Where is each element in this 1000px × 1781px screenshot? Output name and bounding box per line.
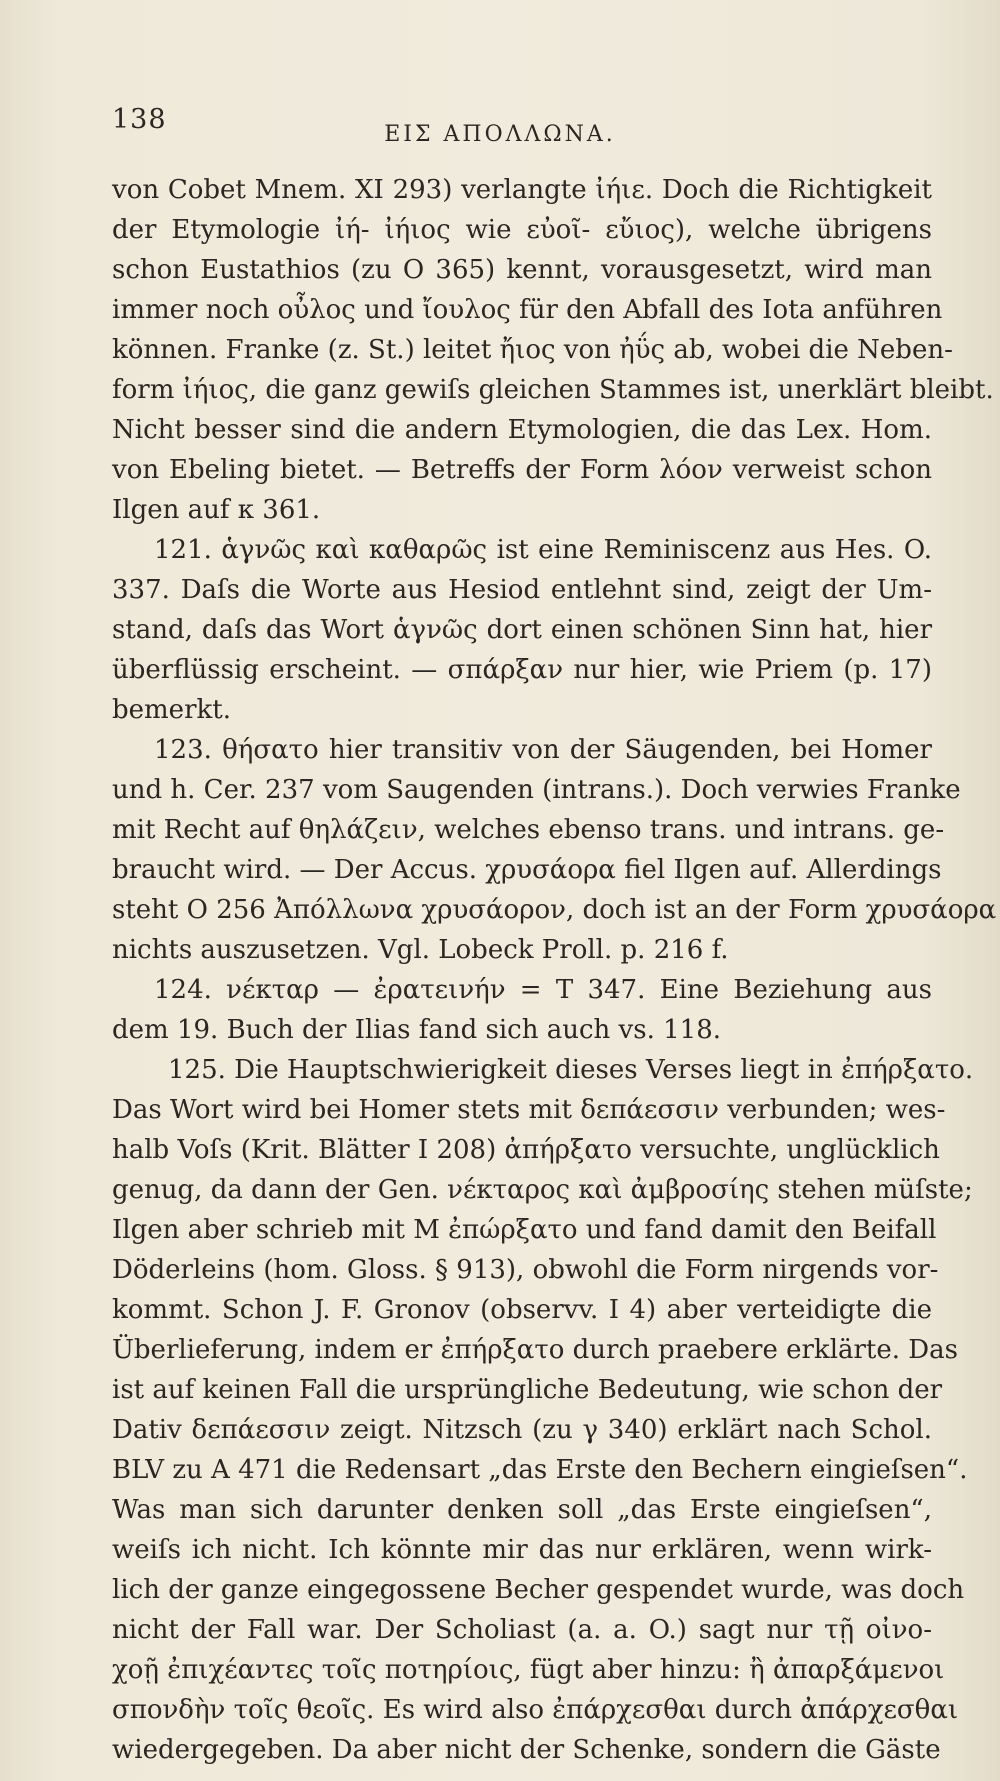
paragraph-start-line: 123. θήσατο hier transitiv von der Säugenden, bei Homer [154,735,932,765]
paragraph-start-line: 124. νέκταρ — ἐρατεινήν = T 347. Eine Beziehung aus [154,975,932,1005]
paragraph-start-line: 125. Die Hauptschwierigkeit dieses Verses liegt in ἐπήρξατο. [168,1055,974,1085]
text-line: von Cobet Mnem. XI 293) verlangte ἰήιε. Doch die Richtigkeit [112,175,932,205]
text-line: können. Franke (z. St.) leitet ἤιος von ἠΰς ab, wobei die Neben- [112,335,953,365]
text-line: mit Recht auf θηλάζειν, welches ebenso trans. und intrans. ge- [112,815,945,845]
text-line: χοῇ ἐπιχέαντες τοῖς ποτηρίοις, fügt aber hinzu: ἢ ἀπαρξάμενοι [112,1655,945,1685]
paragraph-start-line: 121. ἁγνῶς καὶ καθαρῶς ist eine Reminiscenz aus Hes. O. [154,535,932,565]
text-line: Überlieferung, indem er ἐπήρξατο durch praebere erklärte. Das [112,1335,958,1365]
text-line: Dativ δεπάεσσιν zeigt. Nitzsch (zu γ 340) erklärt nach Schol. [112,1415,932,1445]
text-line: Das Wort wird bei Homer stets mit δεπάεσσιν verbunden; wes- [112,1095,946,1125]
text-line: σπονδὴν τοῖς θεοῖς. Es wird also ἐπάρχεσθαι durch ἀπάρχεσθαι [112,1695,959,1725]
text-line: stand, daſs das Wort ἁγνῶς dort einen schönen Sinn hat, hier [112,615,932,645]
text-line: Ilgen aber schrieb mit M ἐπώρξατο und fand damit den Beifall [112,1215,937,1245]
text-line: genug, da dann der Gen. νέκταρος καὶ ἀμβροσίης stehen müſste; [112,1175,973,1205]
text-line: 337. Daſs die Worte aus Hesiod entlehnt sind, zeigt der Um- [112,575,932,605]
text-line: Döderleins (hom. Gloss. § 913), obwohl die Form nirgends vor- [112,1255,939,1285]
text-line: bemerkt. [112,695,231,725]
text-line: weiſs ich nicht. Ich könnte mir das nur erklären, wenn wirk- [112,1535,932,1565]
body-text [112,170,997,1770]
text-line: form ἰήιος, die ganz gewiſs gleichen Stammes ist, unerklärt bleibt. [112,375,994,405]
text-line: steht O 256 Ἀπόλλωνα χρυσάορον, doch ist an der Form χρυσάορα [112,895,997,925]
text-line: nicht der Fall war. Der Scholiast (a. a. O.) sagt nur τῇ οἰνο- [112,1615,932,1645]
text-line: immer noch οὖλος und ἴουλος für den Abfall des Iota anführen [112,295,943,325]
running-title: ΕΙΣ ΑΠΟΛΛΩΝΑ. [384,122,616,147]
text-line: nichts auszusetzen. Vgl. Lobeck Proll. p. 216 f. [112,935,729,965]
page-header [112,104,888,147]
text-line: dem 19. Buch der Ilias fand sich auch vs. 118. [112,1015,721,1045]
page-number: 138 [112,104,167,135]
text-line: wiedergegeben. Da aber nicht der Schenke, sondern die Gäste [112,1735,941,1765]
text-line: halb Voſs (Krit. Blätter I 208) ἀπήρξατο versuchte, unglücklich [112,1135,940,1165]
text-line: kommt. Schon J. F. Gronov (observv. I 4) aber verteidigte die [112,1295,932,1325]
text-line: BLV zu A 471 die Redensart „das Erste den Bechern eingieſsen“. [112,1455,968,1485]
text-line: von Ebeling bietet. — Betreffs der Form λόον verweist schon [112,455,932,485]
text-line: Ilgen auf κ 361. [112,495,321,525]
text-line: lich der ganze eingegossene Becher gespendet wurde, was doch [112,1575,965,1605]
text-line: schon Eustathios (zu O 365) kennt, vorausgesetzt, wird man [112,255,932,285]
text-line: ist auf keinen Fall die ursprüngliche Bedeutung, wie schon der [112,1375,943,1405]
text-line: und h. Cer. 237 vom Saugenden (intrans.). Doch verwies Franke [112,775,961,805]
text-line: überflüssig erscheint. — σπάρξαν nur hier, wie Priem (p. 17) [112,655,932,685]
text-line: der Etymologie ἰή- ἰήιος wie εὐοῖ- εὔιος), welche übrigens [112,215,932,245]
text-line: Nicht besser sind die andern Etymologien, die das Lex. Hom. [112,415,932,445]
text-line: Was man sich darunter denken soll „das Erste eingieſsen“, [112,1495,932,1525]
text-line: braucht wird. — Der Accus. χρυσάορα fiel Ilgen auf. Allerdings [112,855,942,885]
